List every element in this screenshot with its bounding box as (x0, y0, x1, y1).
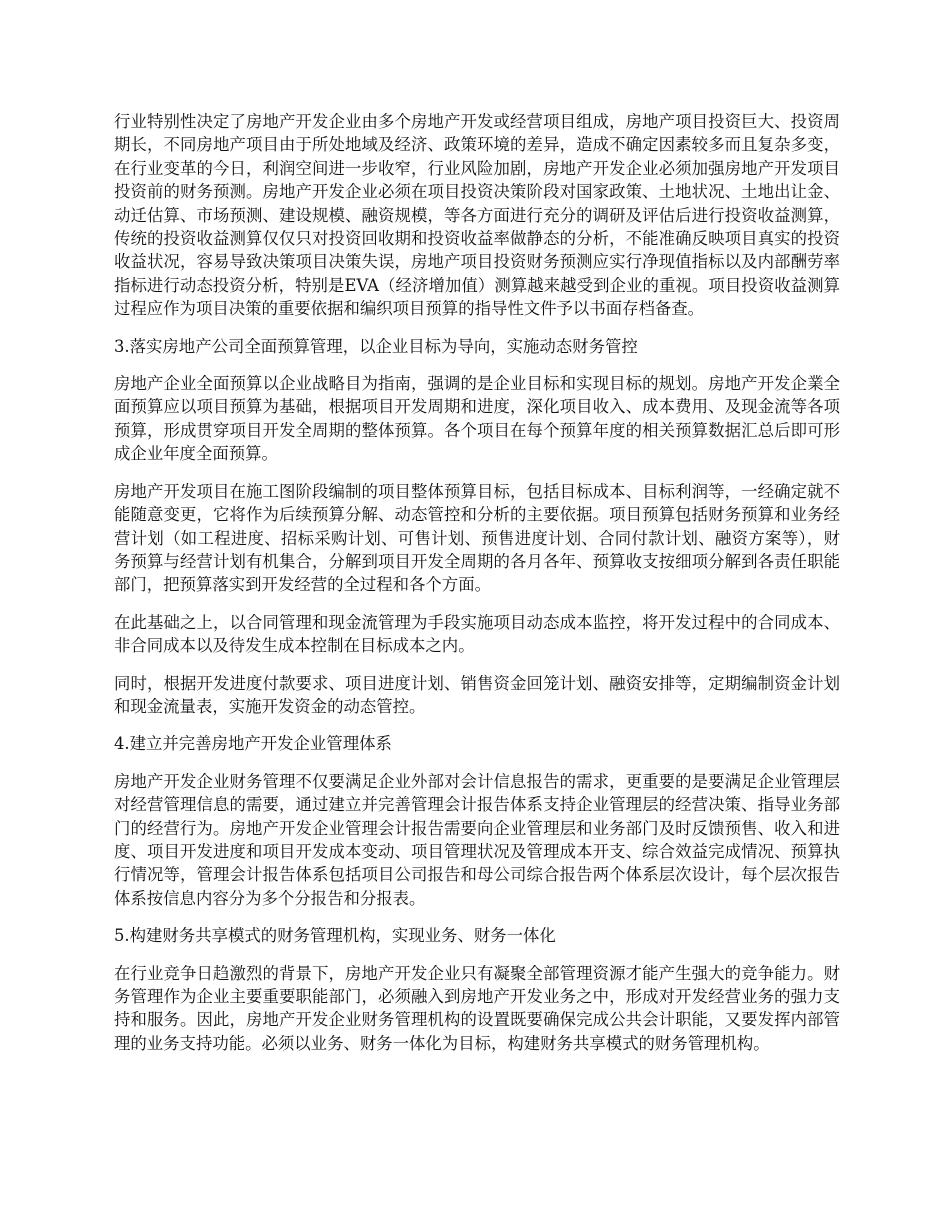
paragraph-investment-forecast: 行业特别性决定了房地产开发企业由多个房地产开发或经营项目组成，房地产项目投资巨大、投资周期长，不同房地产项目由于所处地域及经济、政策环境的差异，造成不确定因素较多而且复杂多变，在行业变革的今日，利润空间进一步收窄，行业风险加剧，房地产开发企业必须加强房地产开发项目投资前的财务预测。房地产开发企业必须在项目投资决策阶段对国家政策、土地状况、土地出让金、动迁估算、市场预测、建设规模、融资规模，等各方面进行充分的调研及评估后进行投资收益测算，传统的投资收益测算仅仅只对投资回收期和投资收益率做静态的分析，不能准确反映项目真实的投资收益状况，容易导致决策项目决策失误，房地产项目投资财务预测应实行净现值指标以及内部酬劳率指标进行动态投资分析，特别是EVA（经济增加值）测算越来越受到企业的重视。项目投资收益测算过程应作为项目决策的重要依据和编织项目预算的指导性文件予以书面存档备查。 (114, 112, 840, 319)
paragraph-management-reporting: 房地产开发企业财务管理不仅要满足企业外部对会计信息报告的需求，更重要的是要满足企业管理层对经营管理信息的需要，通过建立并完善管理会计报告体系支持企业管理层的经营决策、指导业务部门的经营行为。房地产开发企业管理会计报告需要向企业管理层和业务部门及时反馈预售、收入和进度、项目开发进度和项目开发成本变动、项目管理状况及管理成本开支、综合效益完成情况、预算执行情况等，管理会计报告体系包括项目公司报告和母公司综合报告两个体系层次设计，每个层次报告体系按信息内容分为多个分报告和分报表。 (114, 771, 840, 908)
section-heading-4: 4.建立并完善房地产开发企业管理体系 (114, 734, 392, 754)
paragraph-budget-overview: 房地产企业全面预算以企业战略目为指南，强调的是企业目标和实现目标的规划。房地产开发企業全面预算应以项目预算为基础，根据项目开发周期和进度，深化项目收入、成本费用、及现金流等各项预算，形成贯穿项目开发全周期的整体预算。各个项目在每个预算年度的相关预算数据汇总后即可形成企业年度全面预算。 (114, 374, 840, 464)
paragraph-project-budget: 房地产开发项目在施工图阶段编制的项目整体预算目标，包括目标成本、目标利润等，一经确定就不能随意变更，它将作为后续预算分解、动态管控和分析的主要依据。项目预算包括财务预算和业务经营计划（如工程进度、招标采购计划、可售计划、预售进度计划、合同付款计划、融资方案等），财务预算与经营计划有机集合，分解到项目开发全周期的各月各年、预算收支按细项分解到各责任职能部门，把预算落实到开发经营的全过程和各个方面。 (114, 481, 840, 595)
paragraph-fund-control: 同时，根据开发进度付款要求、项目进度计划、销售资金回笼计划、融资安排等，定期编制资金计划和现金流量表，实施开发资金的动态管控。 (114, 673, 840, 716)
section-heading-5: 5.构建财务共享模式的财务管理机构，实现业务、财务一体化 (114, 926, 556, 946)
paragraph-cost-monitoring: 在此基础之上，以合同管理和现金流管理为手段实施项目动态成本监控，将开发过程中的合同成本、非合同成本以及待发生成本控制在目标成本之内。 (114, 612, 840, 656)
section-heading-3: 3.落实房地产公司全面预算管理，以企业目标为导向，实施动态财务管控 (114, 336, 638, 356)
paragraph-shared-finance: 在行业竞争日趋激烈的背景下，房地产开发企业只有凝聚全部管理资源才能产生强大的竞争能力。财务管理作为企业主要重要职能部门，必须融入到房地产开发业务之中，形成对开发经营业务的强力支持和服务。因此，房地产开发企业财务管理机构的设置既要确保完成公共会计职能，又要发挥内部管理的业务支持功能。必须以业务、财务一体化为目标，构建财务共享模式的财务管理机构。 (114, 963, 840, 1053)
document-page (114, 110, 840, 1069)
